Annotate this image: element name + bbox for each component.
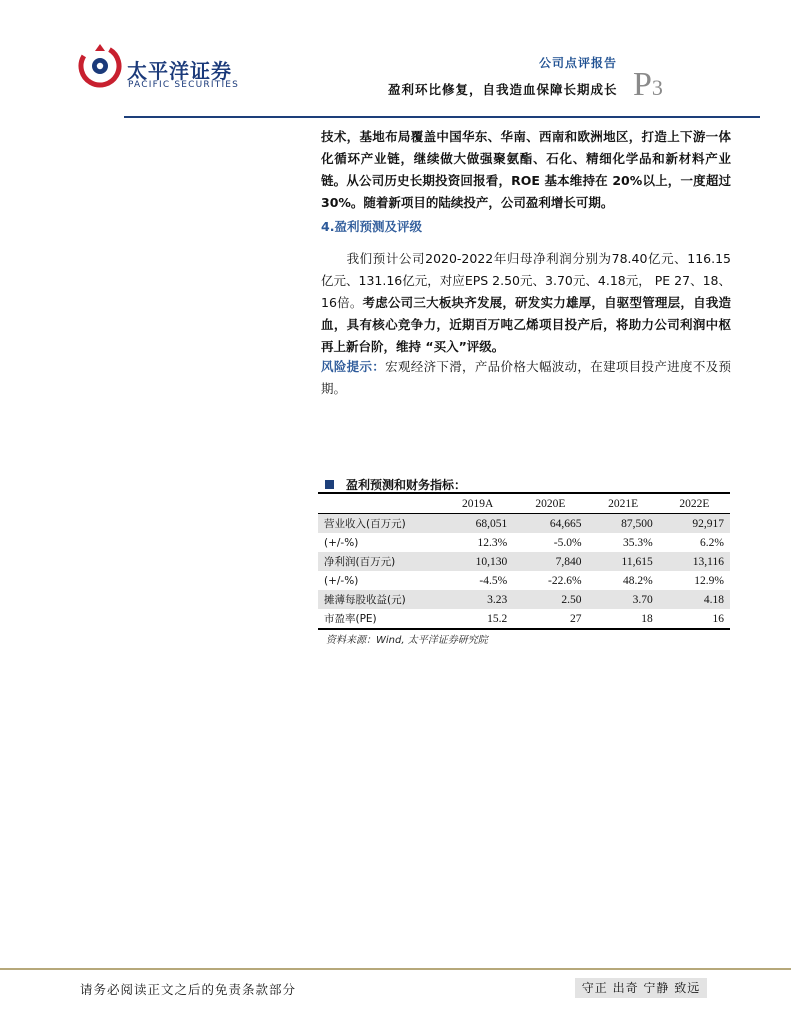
column-header (318, 494, 442, 514)
footer-motto: 守正 出奇 宁静 致远 (575, 978, 707, 998)
table-cell: 3.23 (442, 590, 513, 609)
table-header-row (318, 494, 730, 514)
page-digit: 3 (651, 75, 663, 100)
brand-name-english: PACIFIC SECURITIES (128, 80, 240, 90)
table-cell: 6.2% (700, 536, 724, 549)
table-cell: 64,665 (513, 514, 587, 534)
table-row (318, 571, 730, 590)
row-label: 净利润(百万元) (318, 552, 442, 571)
report-type: 公司点评报告 (539, 56, 618, 70)
brand-name-chinese: 太平洋证券 (127, 59, 232, 83)
risk-text: 宏观经济下滑，产品价格大幅波动，在建项目投产进度不及预期。 (321, 359, 731, 396)
column-header: 2022E (659, 494, 730, 514)
table-cell: 11,615 (588, 552, 659, 571)
section-heading-forecast: 4.盈利预测及评级 (321, 219, 422, 234)
table-title-text: 盈利预测和财务指标： (346, 478, 467, 492)
risk-label: 风险提示： (321, 359, 386, 374)
table-row (318, 590, 730, 609)
table-cell: 16 (659, 609, 730, 629)
table-cell: 87,500 (588, 514, 659, 534)
table-cell: 15.2 (442, 609, 513, 629)
footer-disclaimer: 请务必阅读正文之后的免责条款部分 (80, 982, 297, 997)
column-header: 2021E (588, 494, 659, 514)
forecast-rating-text: 考虑公司三大板块齐发展，研发实力雄厚，自驱型管理层，自我造血，具有核心竞争力，近期百万吨乙烯项目投产后，将助力公司利润中枢再上新台阶，维持 “买入”评级。 (321, 295, 731, 354)
table-cell: 4.18 (659, 590, 730, 609)
table-cell: 18 (588, 609, 659, 629)
table-cell: -5.0% (553, 536, 582, 549)
column-header: 2019A (442, 494, 513, 514)
paragraph-risk (321, 356, 731, 400)
forecast-text: 我们预计公司2020-2022年归母净利润分别为78.40亿元、116.15亿元、131.16亿元，对应EPS 2.50元、3.70元、4.18元， PE 27、18、16倍。 (321, 251, 731, 310)
table-row (318, 609, 730, 629)
financial-forecast-table (318, 494, 730, 630)
table-row (318, 533, 730, 552)
report-title: 盈利环比修复，自我造血保障长期成长 (388, 82, 618, 97)
paragraph-strategy: 技术，基地布局覆盖中国华东、华南、西南和欧洲地区，打造上下游一体化循环产业链，继续做大做强聚氨酯、石化、精细化学品和新材料产业链。从公司历史长期投资回报看，ROE 基本维持在 20%以上，一度超过 30%。随着新项目的陆续投产，公司盈利增长可期。 (321, 129, 731, 210)
table-source-note: 资料来源：Wind, 太平洋证券研究院 (326, 635, 488, 646)
table-row (318, 514, 730, 534)
page-number (633, 66, 663, 104)
table-cell: -4.5% (479, 574, 508, 587)
table-cell: 3.70 (588, 590, 659, 609)
row-label: 营业收入(百万元) (318, 514, 442, 534)
column-header: 2020E (513, 494, 587, 514)
header-divider (124, 116, 760, 118)
table-cell: 2.50 (513, 590, 587, 609)
page-letter: P (633, 66, 652, 103)
row-label: 市盈率(PE) (318, 609, 442, 629)
square-bullet-icon (325, 480, 334, 489)
table-title (325, 476, 466, 493)
table-cell: 92,917 (659, 514, 730, 534)
table-row (318, 552, 730, 571)
paragraph-forecast (321, 248, 731, 358)
row-label: 摊薄每股收益(元) (318, 590, 442, 609)
row-label: (+/-%) (324, 574, 359, 587)
table-cell: 68,051 (442, 514, 513, 534)
table-cell: 10,130 (442, 552, 513, 571)
table-cell: 12.9% (694, 574, 724, 587)
table-cell: 35.3% (623, 536, 653, 549)
pacific-securities-logo (78, 42, 122, 88)
table-cell: 27 (513, 609, 587, 629)
table-cell: 7,840 (513, 552, 587, 571)
row-label: (+/-%) (324, 536, 359, 549)
footer-divider (0, 968, 791, 970)
table-cell: 13,116 (659, 552, 730, 571)
table-cell: 48.2% (623, 574, 653, 587)
table-cell: 12.3% (477, 536, 508, 549)
table-cell: -22.6% (548, 574, 582, 587)
